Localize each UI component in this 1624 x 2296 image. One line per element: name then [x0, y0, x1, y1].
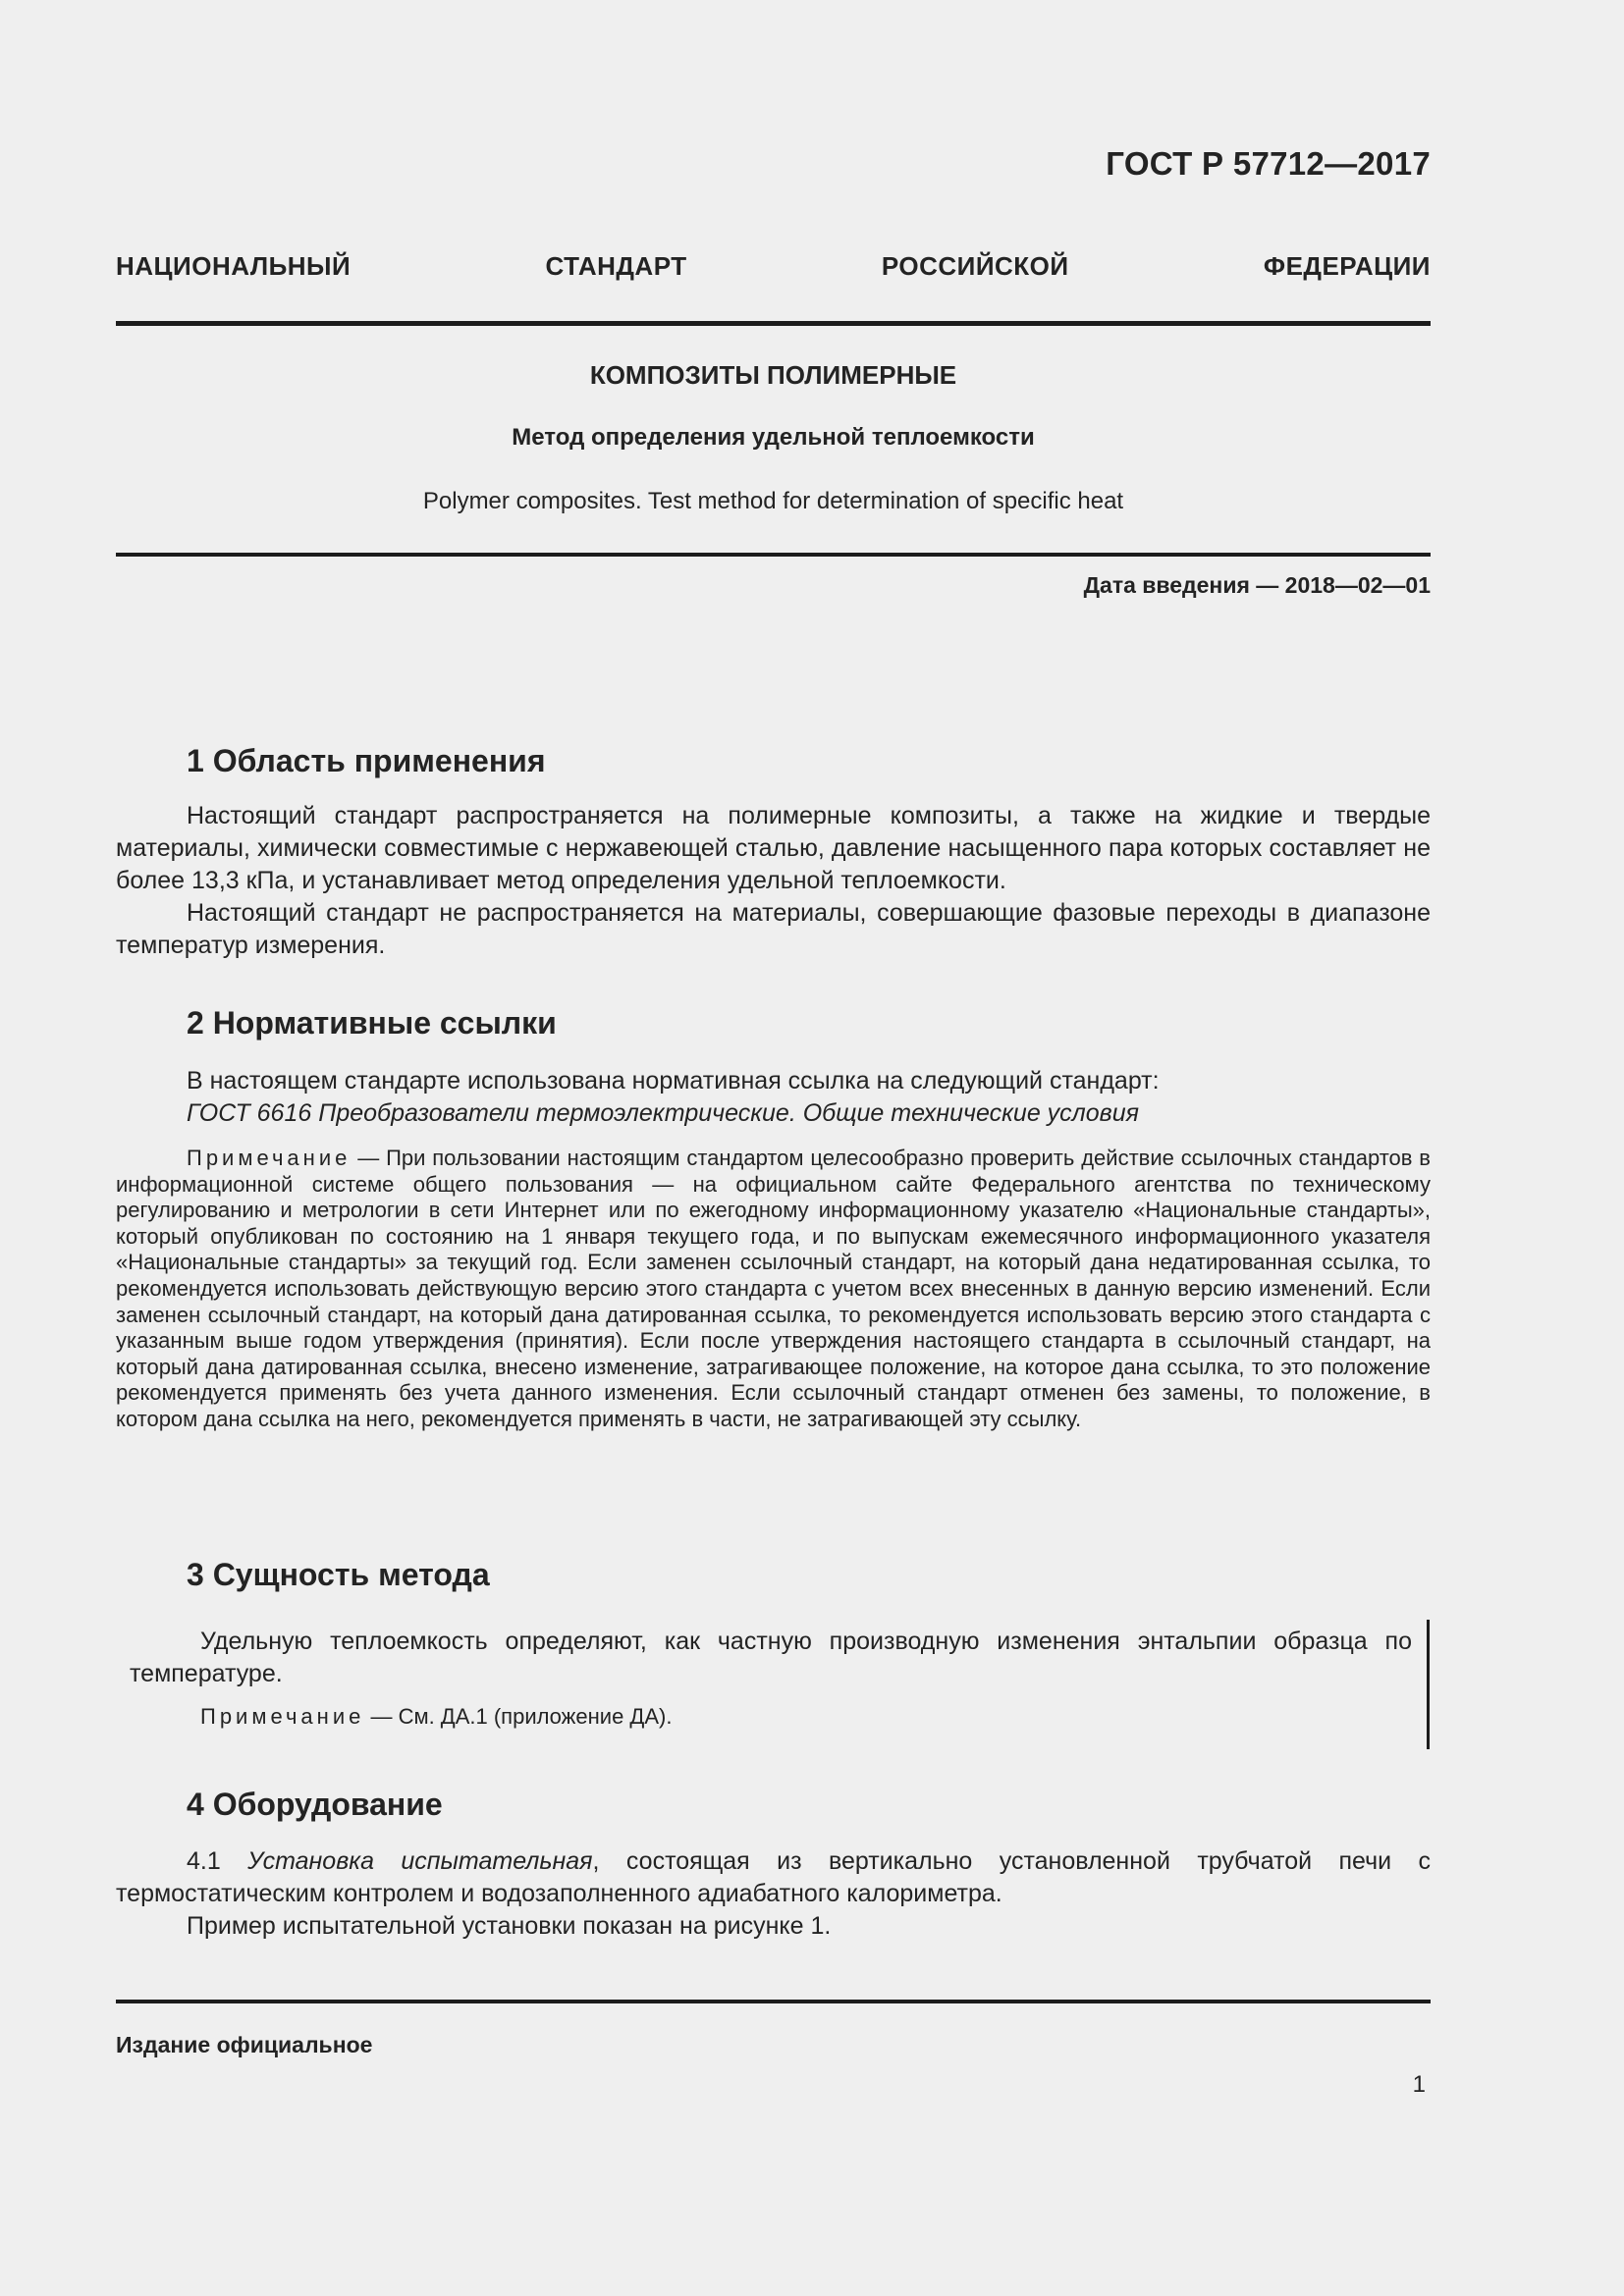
section-4-heading: 4 Оборудование [187, 1787, 443, 1822]
document-subtitle: Метод определения удельной теплоемкости [512, 424, 1035, 451]
section-3-body [130, 1626, 1412, 1733]
section-3-paragraph-1: Удельную теплоемкость определяют, как частную производную изменения энтальпии образца по температуре. [130, 1628, 1412, 1687]
section-1-paragraph-1: Настоящий стандарт распространяется на полимерные композиты, а также на жидкие и твердые материалы, химически совместимые с нержавеющей сталью, давление насыщенного пара которых составляет не более 13,3 кПа, и устанавливает метод определения удельной теплоемкости. [116, 802, 1431, 894]
section-1-heading: 1 Область применения [187, 743, 546, 778]
section-3-heading: 3 Сущность метода [187, 1557, 490, 1592]
document-title-english: Polymer composites. Test method for determination of specific heat [422, 488, 1124, 514]
clause-term: Установка испытательная [247, 1847, 593, 1875]
note-text: — См. ДА.1 (приложение ДА). [364, 1704, 673, 1729]
clause-text: , состоящая из вертикально установленной трубчатой печи с термостатическим контролем и водозаполненного адиабатного калориметра. [116, 1847, 1431, 1907]
note-text: — При пользовании настоящим стандартом целесообразно проверить действие ссылочных стандартов в информационной системе общего пользования — на официальном сайте Федерального агентства по техническому регулированию и метрологии в сети Интернет или по ежегодному информационному указателю «Национальные стандарты», который опубликован по состоянию на 1 января текущего года, и по выпускам ежемесячного информационного указателя «Национальные стандарты» за текущий год. Если заменен ссылочный стандарт, на который дана недатированная ссылка, то рекомендуется использовать действующую версию этого стандарта с учетом всех внесенных в данную версию изменений. Если заменен ссылочный стандарт, на который дана датированная ссылка, то рекомендуется использовать версию этого стандарта с указанным выше годом утверждения (принятия). Если после утверждения настоящего стандарта в ссылочный стандарт, на который дана датированная ссылка, внесено изменение, затрагивающее положение, на которое дана ссылка, то это положение рекомендуется применять без учета данного изменения. Если ссылочный стандарт отменен без замены, то положение, в котором дана ссылка на него, рекомендуется применять в части, не затрагивающей эту ссылку. [116, 1146, 1431, 1431]
national-standard-heading: НАЦИОНАЛЬНЫЙ СТАНДАРТ РОССИЙСКОЙ ФЕДЕРАЦИИ [116, 251, 1431, 281]
page-number: 1 [1412, 2071, 1426, 2098]
introduction-date: Дата введения — 2018—02—01 [1083, 572, 1431, 598]
section-4-paragraph-2: Пример испытательной установки показан на рисунке 1. [187, 1912, 832, 1940]
section-1-paragraph-2: Настоящий стандарт не распространяется на материалы, совершающие фазовые переходы в диапазоне температур измерения. [116, 899, 1431, 959]
note-label: Примечание [187, 1146, 352, 1170]
official-edition-label: Издание официальное [116, 2032, 373, 2057]
standard-code: ГОСТ Р 57712—2017 [1106, 145, 1431, 182]
section-2-note-paragraph [116, 1146, 1431, 1433]
section-1-body [116, 800, 1431, 962]
section-2-note [116, 1146, 1431, 1433]
section-4-body [116, 1845, 1431, 1943]
section-2-body [116, 1065, 1431, 1130]
section-3-note [130, 1700, 1412, 1733]
divider-title [116, 553, 1431, 557]
section-4-paragraph-1 [116, 1845, 1431, 1910]
divider-footer [116, 2000, 1431, 2003]
section-2-paragraph-1: В настоящем стандарте использована нормативная ссылка на следующий стандарт: [187, 1067, 1160, 1095]
document-title: КОМПОЗИТЫ ПОЛИМЕРНЫЕ [589, 360, 957, 390]
change-marker-bar [1427, 1620, 1430, 1749]
section-2-heading: 2 Нормативные ссылки [187, 1005, 557, 1041]
normative-reference: ГОСТ 6616 Преобразователи термоэлектрические. Общие технические условия [187, 1099, 1139, 1127]
clause-number: 4.1 [187, 1847, 248, 1875]
note-label: Примечание [200, 1704, 365, 1729]
divider-top [116, 321, 1431, 326]
